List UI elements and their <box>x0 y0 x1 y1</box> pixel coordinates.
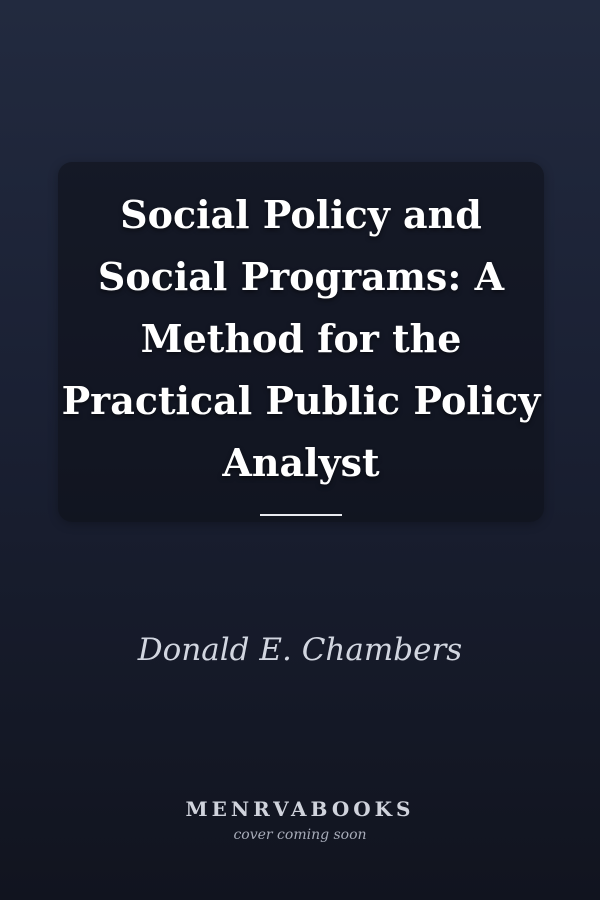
title-divider <box>260 514 342 516</box>
cover-note: cover coming soon <box>233 827 367 843</box>
book-title: Social Policy and Social Programs: A Method for the Practical Public Policy Analyst <box>61 192 541 485</box>
book-author: Donald E. Chambers <box>137 632 463 668</box>
publisher-name: MENRVABOOKS <box>185 797 415 821</box>
